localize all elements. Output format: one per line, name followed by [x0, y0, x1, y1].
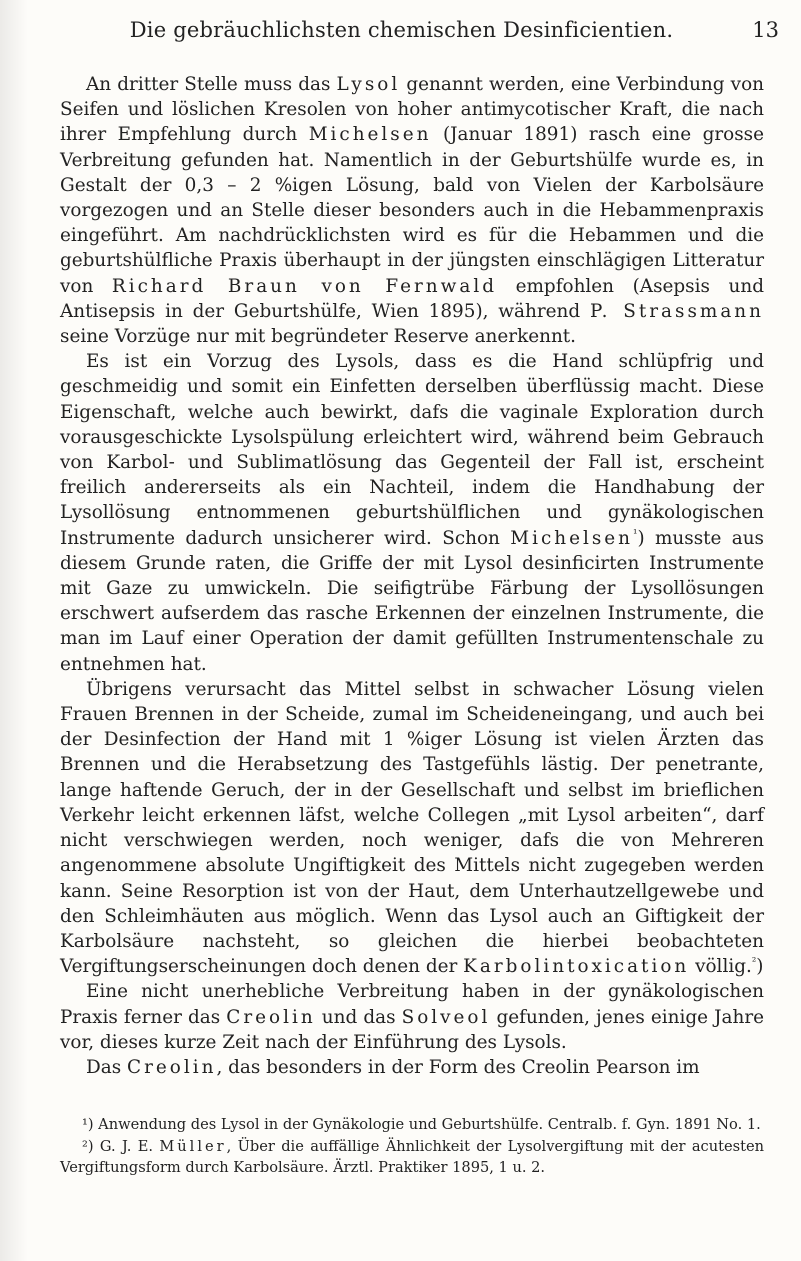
- text-run: ²) G. J. E.: [82, 1137, 160, 1155]
- spaced-name: Lysol: [336, 74, 401, 95]
- text-run: Das: [86, 1056, 127, 1078]
- text-run: ) musste aus diesem Grunde raten, die Griffe der mit Lysol desinficirten Instrumente mit Gaze zu umwickeln. Die seifigtrübe Färbung der Lysollösungen erschwert aufserdem das rasche Erkennen der einzelnen Instrumente, die man im Lauf einer Operation der damit gefüllten Instrumentenschale zu entnehmen hat.: [60, 527, 764, 675]
- text-run: gefunden, jenes einige Jahre vor, dieses kurze Zeit nach der Einführung des Lysols.: [60, 1006, 764, 1053]
- binding-shadow: [0, 0, 28, 1261]
- paragraph: [60, 979, 764, 1055]
- text-run: genannt werden, eine Verbindung von Seifen und löslichen Kresolen von hoher antimycotischer Kraft, die nach ihrer Empfehlung durch: [60, 74, 764, 146]
- body-text: [60, 72, 764, 1080]
- running-title: Die gebräuchlichsten chemischen Desinficientien.: [129, 18, 674, 42]
- text-run: An dritter Stelle muss das: [86, 74, 337, 95]
- text-run: ¹) Anwendung des Lysol in der Gynäkologie und Geburtshülfe. Centralb. f. Gyn. 1891 No. 1.: [82, 1116, 761, 1133]
- text-run: (Januar 1891) rasch eine grosse Verbreitung gefunden hat. Namentlich in der Geburtshülfe wurde es, in Gestalt der 0,3 – 2 %igen Lösung, bald von Vielen der Karbolsäure vorgezogen und an Stelle dieser besonders auch in die Hebammenpraxis eingeführt. Am nachdrücklichsten wird es für die Hebammen und die geburtshülfliche Praxis überhaupt in der jüngsten einschlägigen Litteratur von: [60, 124, 765, 297]
- spaced-name: Michelsen: [510, 527, 634, 549]
- text-run: , Über die auffällige Ähnlichkeit der Lysolvergiftung mit der acutesten Vergiftungsform durch Karbolsäure. Ärztl. Praktiker 1895, 1 u. 2.: [60, 1137, 764, 1176]
- text-run: empfohlen (Asepsis und Antisepsis in der Geburtshülfe, Wien 1895), während: [60, 275, 764, 322]
- text-run: völlig.: [689, 956, 752, 978]
- spaced-name: Richard Braun von Fernwald: [111, 275, 497, 297]
- footnote: [60, 1136, 764, 1179]
- text-run: und das: [315, 1006, 402, 1028]
- text-run: seine Vorzüge nur mit begründeter Reserve anerkennt.: [60, 326, 577, 348]
- text-run: Es ist ein Vorzug des Lysols, dass es die Hand schlüpfrig und geschmeidig und somit ein Einfetten derselben überflüssig macht. Diese Eigenschaft, welche auch bewirkt, dafs die vaginale Exploration durch vorausgeschickte Lysolspülung erleichtert wird, während beim Gebrauch von Karbol- und Sublimatlösung das Gegenteil der Fall ist, erscheint freilich andererseits als ein Nachteil, indem die Handhabung der Lysollösung entnommenen geburtshülflichen und gynäkologischen Instrumente dadurch unsicherer wird. Schon: [60, 351, 764, 549]
- spaced-name: Solveol: [401, 1006, 491, 1028]
- page-number: 13: [752, 18, 779, 42]
- spaced-name: P. Strassmann: [589, 300, 764, 322]
- text-run: Eine nicht unerhebliche Verbreitung haben in der gynäkologischen Praxis ferner das: [60, 981, 764, 1028]
- text-run: Übrigens verursacht das Mittel selbst in schwacher Lösung vielen Frauen Brennen in der Scheide, zumal im Scheideneingang, und auch bei der Desinfection der Hand mit 1 %iger Lösung ist vielen Ärzten das Brennen und die Herabsetzung des Tastgefühls lästig. Der penetrante, lange haftende Geruch, der in der Gesellschaft und selbst im brieflichen Verkehr leicht erkennen läfst, welche Collegen „mit Lysol arbeiten“, darf nicht verschwiegen werden, noch weniger, dafs die von Mehreren angenommene absolute Ungiftigkeit des Mittels nicht zugegeben werden kann. Seine Resorption ist von der Haut, dem Unterhautzellgewebe und den Schleimhäuten aus möglich. Wenn das Lysol auch an Giftigkeit der Karbolsäure nachsteht, so gleichen die hierbei beobachteten Vergiftungserscheinungen doch denen der: [60, 678, 764, 978]
- paragraph: [60, 72, 764, 349]
- spaced-name: Creolin: [226, 1006, 316, 1028]
- footnote-marker: ¹: [633, 526, 638, 540]
- spaced-name: Karbolintoxication: [463, 956, 690, 978]
- text-run: ): [756, 956, 764, 978]
- spaced-name: Michelsen: [308, 124, 432, 146]
- text-run: , das besonders in der Form des Creolin Pearson im: [216, 1056, 700, 1078]
- footnote-marker: ²: [751, 954, 757, 968]
- spaced-name: Müller: [159, 1137, 227, 1155]
- page-header: [24, 8, 779, 48]
- paragraph: [60, 677, 764, 979]
- footnote: [60, 1114, 764, 1136]
- paragraph: [60, 349, 764, 677]
- spaced-name: Creolin: [127, 1056, 217, 1078]
- footnotes: [60, 1114, 764, 1179]
- paragraph: [60, 1055, 764, 1080]
